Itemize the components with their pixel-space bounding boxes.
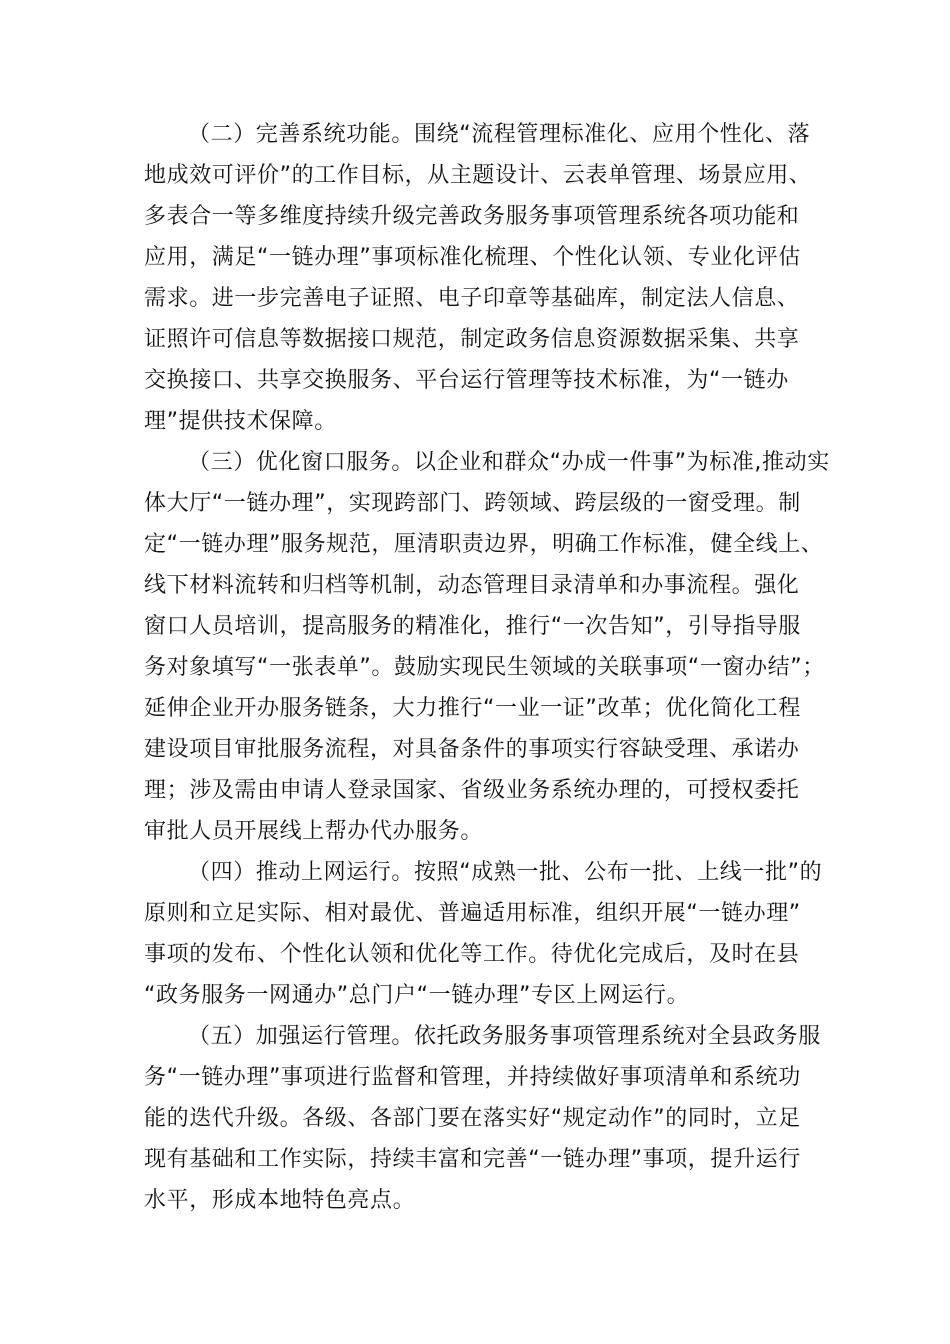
paragraph-line: 多表合一等多维度持续升级完善政务服务事项管理系统各项功能和 — [144, 204, 800, 229]
paragraph-4 — [144, 852, 823, 1016]
paragraph-line: 原则和立足实际、相对最优、普遍适用标准，组织开展“一链办理” — [144, 901, 801, 926]
paragraph-line: 审批人员开展线上帮办代办服务。 — [144, 819, 484, 844]
document-body — [144, 114, 830, 1221]
paragraph-line: 建设项目审批服务流程，对具备条件的事项实行容缺受理、承诺办 — [144, 737, 800, 762]
paragraph-line: 务“一链办理”事项进行监督和管理，并持续做好事项清单和系统功 — [144, 1065, 801, 1090]
paragraph-2 — [144, 114, 810, 442]
paragraph-5 — [144, 1016, 821, 1221]
paragraph-line: 事项的发布、个性化认领和优化等工作。待优化完成后，及时在县 — [144, 942, 800, 967]
paragraph-line: 交换接口、共享交换服务、平台运行管理等技术标准，为“一链办 — [144, 368, 789, 393]
paragraph-line: 需求。进一步完善电子证照、电子印章等基础库，制定法人信息、 — [144, 286, 800, 311]
paragraph-line: 证照许可信息等数据接口规范，制定政务信息资源数据采集、共享 — [144, 327, 800, 352]
paragraph-line: 现有基础和工作实际，持续丰富和完善“一链办理”事项，提升运行 — [144, 1147, 801, 1172]
paragraph-line: 窗口人员培训，提高服务的精准化，推行“一次告知”，引导指导服 — [144, 614, 801, 639]
paragraph-line: （二）完善系统功能。围绕“流程管理标准化、应用个性化、落 — [188, 122, 811, 147]
paragraph-line: 务对象填写“一张表单”。鼓励实现民生领域的关联事项“一窗办结”； — [144, 655, 825, 680]
paragraph-line: 地成效可评价”的工作目标，从主题设计、云表单管理、场景应用、 — [144, 163, 812, 188]
paragraph-3 — [144, 442, 830, 852]
paragraph-line: “政务服务一网通办”总门户“一链办理”专区上网运行。 — [144, 983, 690, 1008]
paragraph-line: （五）加强运行管理。依托政务服务事项管理系统对全县政务服 — [188, 1024, 821, 1049]
paragraph-line: （三）优化窗口服务。以企业和群众“办成一件事”为标准,推动实 — [188, 450, 830, 475]
paragraph-line: 能的迭代升级。各级、各部门要在落实好“规定动作”的同时，立足 — [144, 1106, 801, 1131]
paragraph-line: 线下材料流转和归档等机制，动态管理目录清单和办事流程。强化 — [144, 573, 800, 598]
paragraph-line: （四）推动上网运行。按照“成熟一批、公布一批、上线一批”的 — [188, 860, 823, 885]
paragraph-line: 定“一链办理”服务规范，厘清职责边界，明确工作标准，健全线上、 — [144, 532, 824, 557]
paragraph-line: 水平，形成本地特色亮点。 — [144, 1188, 416, 1213]
paragraph-line: 应用，满足“一链办理”事项标准化梳理、个性化认领、专业化评估 — [144, 245, 801, 270]
paragraph-line: 延伸企业开办服务链条，大力推行“一业一证”改革；优化简化工程 — [144, 696, 801, 721]
paragraph-line: 体大厅“一链办理”，实现跨部门、跨领域、跨层级的一窗受理。制 — [144, 491, 801, 516]
paragraph-line: 理”提供技术保障。 — [144, 409, 337, 434]
paragraph-line: 理；涉及需由申请人登录国家、省级业务系统办理的，可授权委托 — [144, 778, 800, 803]
